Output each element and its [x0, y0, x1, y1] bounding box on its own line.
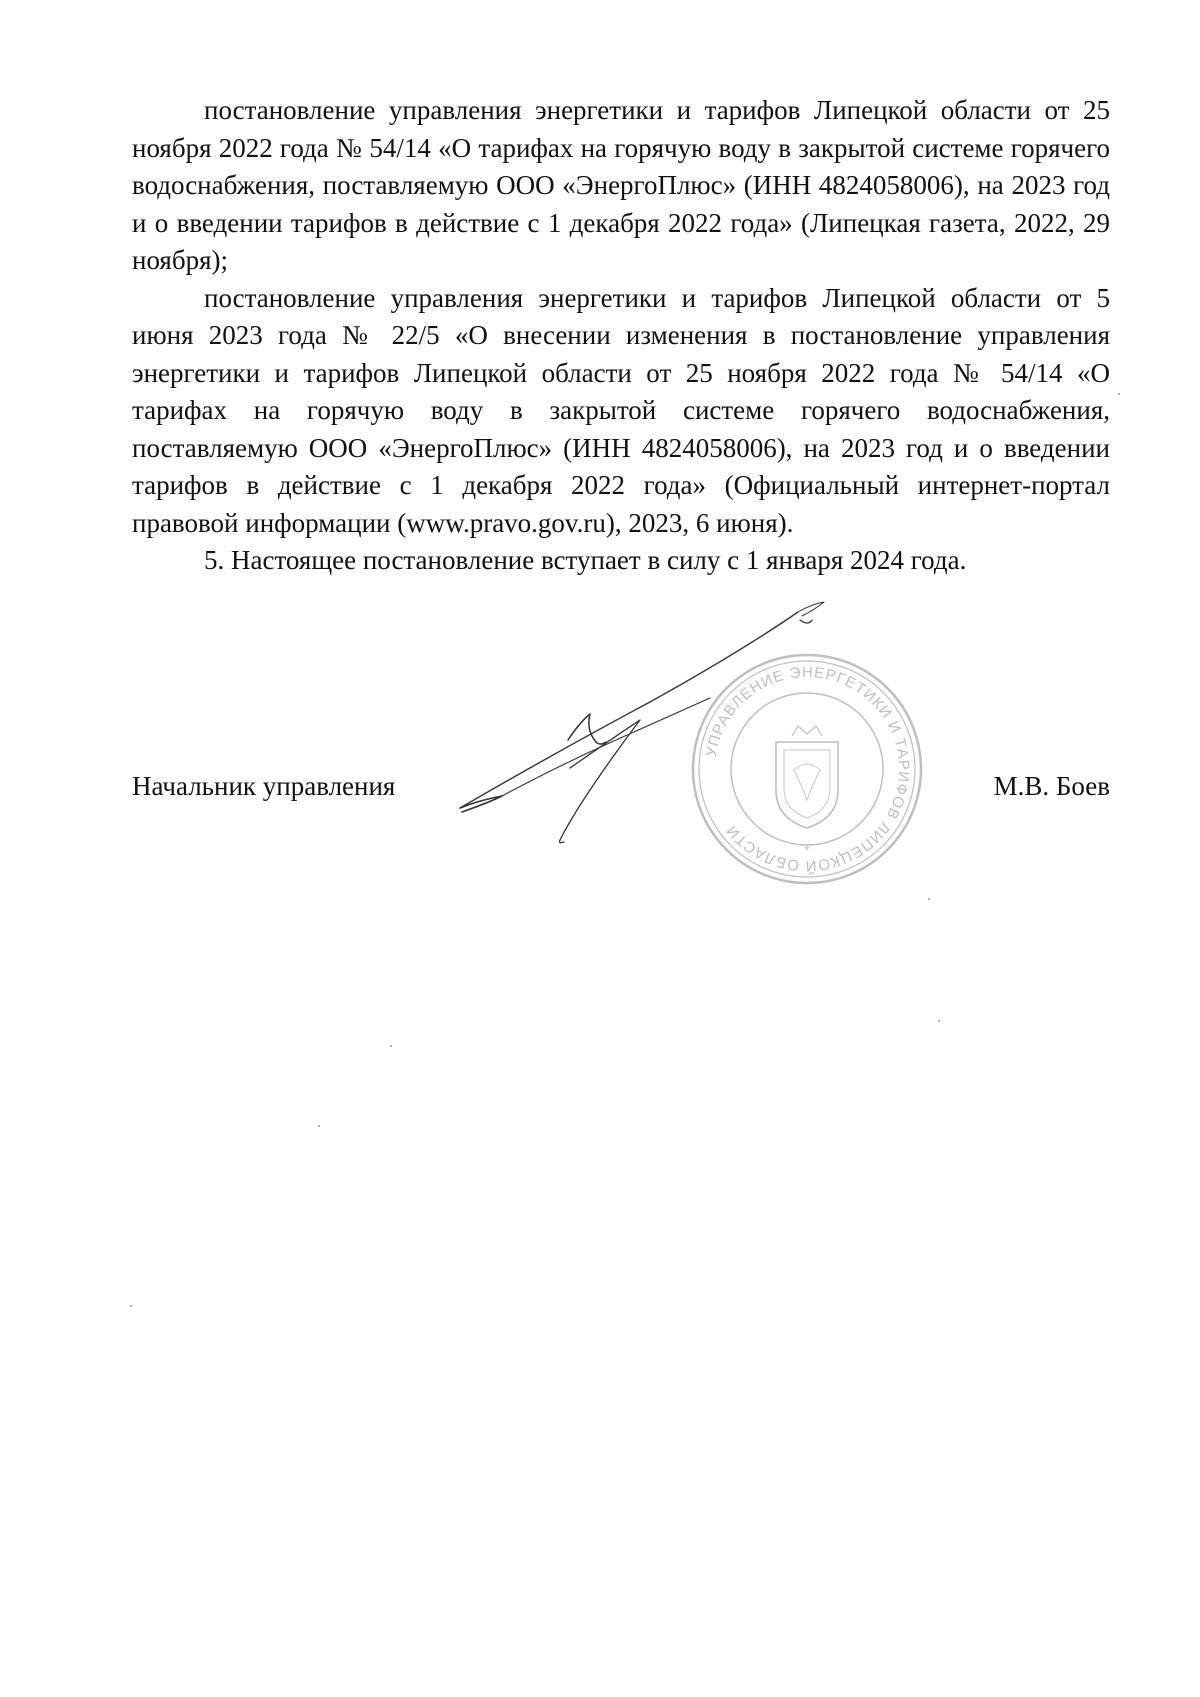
scan-speck — [130, 1305, 132, 1307]
svg-text:УПРАВЛЕНИЕ ЭНЕРГЕТИКИ И ТАРИФО: УПРАВЛЕНИЕ ЭНЕРГЕТИКИ И ТАРИФОВ ЛИПЕЦКОЙ ОБЛАСТИ — [702, 663, 913, 875]
scan-speck — [1118, 393, 1120, 395]
scan-speck — [390, 1045, 392, 1047]
scan-speck — [938, 1020, 940, 1022]
scan-speck — [928, 898, 930, 900]
document-body — [132, 92, 1110, 580]
paragraph-repealed-act-1: постановление управления энергетики и тарифов Липецкой области от 25 ноября 2022 года № 54/14 «О тарифах на горячую воду в закрытой системе горячего водоснабжения, поставляемую ООО «ЭнергоПлюс» (ИНН 4824058006), на 2023 год и о введении тарифов в действие с 1 декабря 2022 года» (Липецкая газета, 2022, 29 ноября); — [132, 95, 1110, 275]
signatory-name: М.В. Боев — [993, 771, 1110, 801]
handwritten-signature-icon — [440, 590, 880, 860]
scan-speck — [318, 1125, 320, 1127]
signatory-title: Начальник управления — [132, 771, 396, 801]
paragraph-repealed-act-2: постановление управления энергетики и тарифов Липецкой области от 5 июня 2023 года № 22/5 «О внесении изменения в постановление управления энергетики и тарифов Липецкой области от 25 ноября 2022 года № 54/14 «О тарифах на горячую воду в закрытой системе горячего водоснабжения, поставляемую ООО «ЭнергоПлюс» (ИНН 4824058006), на 2023 год и о введении тарифов в действие с 1 декабря 2022 года» (Официальный интернет-портал правовой информации (www.pravo.gov.ru), 2023, 6 июня). — [132, 282, 1110, 538]
svg-text:*: * — [804, 842, 810, 858]
paragraph-effective-date: 5. Настоящее постановление вступает в силу с 1 января 2024 года. — [204, 545, 967, 575]
